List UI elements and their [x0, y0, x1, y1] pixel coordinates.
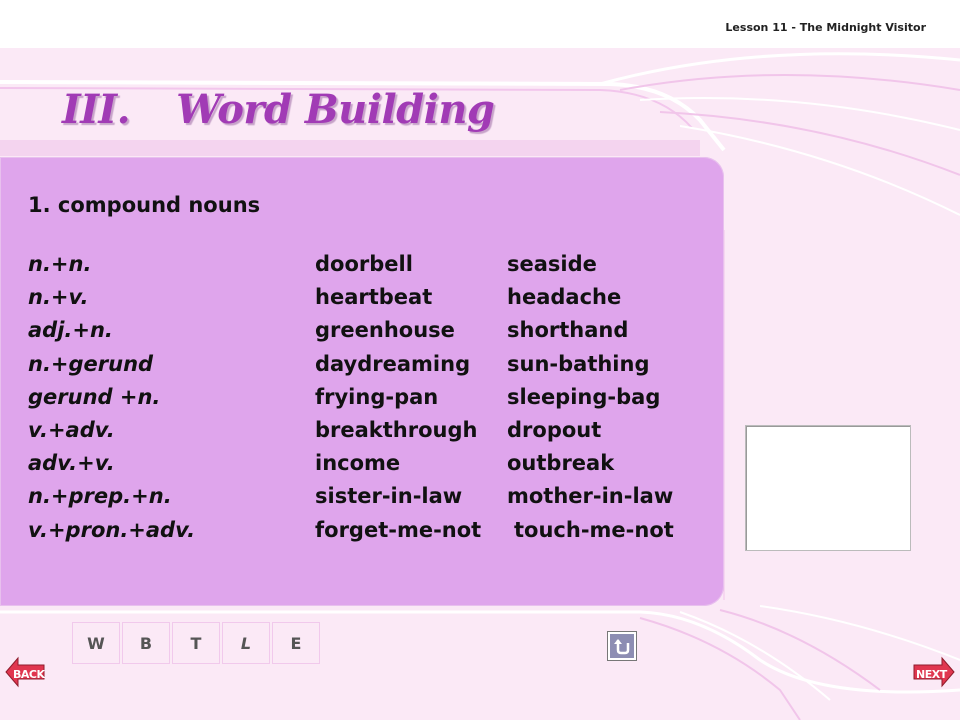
- pattern-cell: n.+v.: [28, 285, 89, 310]
- nav-w-button[interactable]: W: [72, 622, 120, 664]
- return-button[interactable]: [608, 632, 636, 660]
- example-cell: shorthand: [507, 318, 629, 343]
- pattern-cell: n.+prep.+n.: [28, 484, 172, 509]
- example-cell: outbreak: [507, 451, 615, 476]
- example-cell: sister-in-law: [315, 484, 463, 509]
- pattern-cell: v.+adv.: [28, 417, 115, 442]
- nav-l-button[interactable]: L: [222, 622, 270, 664]
- example-cell: seaside: [507, 252, 597, 276]
- picture-frame: [745, 425, 911, 551]
- pattern-cell: n.+gerund: [28, 351, 154, 376]
- back-label: BACK: [13, 668, 45, 681]
- example-cell: income: [315, 451, 401, 476]
- example-cell: mother-in-law: [507, 484, 674, 509]
- pattern-cell: gerund +n.: [28, 384, 161, 409]
- next-label: NEXT: [916, 668, 947, 681]
- return-arrow-icon: [613, 637, 631, 655]
- nav-e-button[interactable]: E: [272, 622, 320, 664]
- example-cell: frying-pan: [315, 384, 439, 409]
- example-cell: doorbell: [315, 252, 413, 276]
- example-cell: daydreaming: [315, 351, 471, 376]
- section-title: Word Building: [176, 86, 495, 133]
- section-nav: [72, 622, 322, 664]
- pattern-cell: adv.+v.: [28, 451, 115, 476]
- example-cell: sun-bathing: [507, 351, 650, 376]
- back-button[interactable]: [4, 656, 46, 688]
- lesson-title: Lesson 11 - The Midnight Visitor: [725, 21, 926, 34]
- example-cell: heartbeat: [315, 285, 433, 310]
- nav-b-button[interactable]: B: [122, 622, 170, 664]
- next-button[interactable]: [912, 656, 956, 688]
- example-cell: forget-me-not: [315, 517, 482, 542]
- example-cell: headache: [507, 285, 622, 310]
- subtitle: 1. compound nouns: [28, 193, 261, 217]
- pattern-cell: adj.+n.: [28, 318, 113, 343]
- pattern-cell: n.+n.: [28, 252, 92, 276]
- example-cell: greenhouse: [315, 318, 455, 343]
- nav-t-button[interactable]: T: [172, 622, 220, 664]
- pattern-cell: v.+pron.+adv.: [28, 517, 196, 542]
- section-heading: [62, 86, 494, 133]
- example-cell: dropout: [507, 417, 602, 442]
- section-number: III.: [62, 86, 131, 133]
- example-cell: sleeping-bag: [507, 384, 661, 409]
- example-cell: breakthrough: [315, 417, 478, 442]
- example-cell: touch-me-not: [514, 517, 674, 542]
